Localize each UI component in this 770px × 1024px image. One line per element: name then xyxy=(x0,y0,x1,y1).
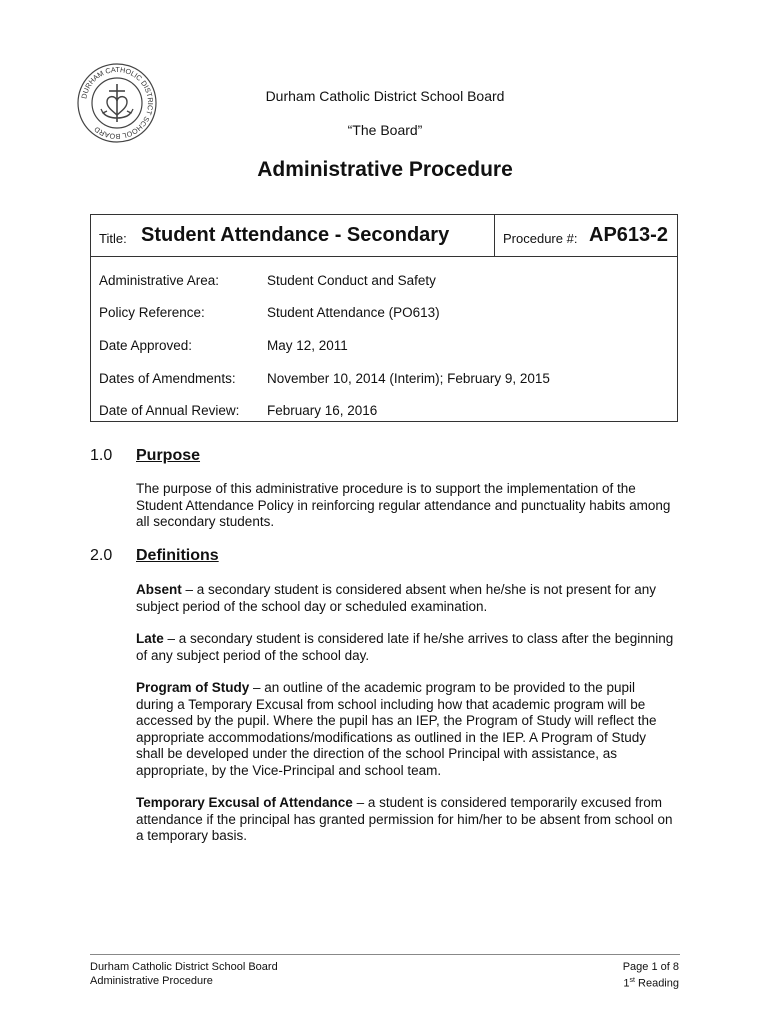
title-cell xyxy=(91,215,495,256)
definition-text: – a secondary student is considered late if he/she arrives to class after the beginning of any subject period of the school day. xyxy=(136,631,674,663)
administrative-area-value: Student Conduct and Safety xyxy=(267,273,436,288)
footer-doc-type: Administrative Procedure xyxy=(90,975,213,987)
organization-name: Durham Catholic District School Board xyxy=(265,88,505,104)
purpose-heading: Purpose xyxy=(136,447,201,464)
document-title: Administrative Procedure xyxy=(257,158,513,181)
definition-absent xyxy=(136,582,676,615)
definition-term: Late xyxy=(136,631,164,646)
organization-alias: “The Board” xyxy=(347,122,423,138)
definition-term: Temporary Excusal of Attendance xyxy=(136,795,353,810)
svg-text:DURHAM CATHOLIC DISTRICT SCHOO: DURHAM CATHOLIC DISTRICT SCHOOL BOARD xyxy=(79,64,156,142)
dates-of-amendments-label: Dates of Amendments: xyxy=(99,371,236,386)
definition-term: Absent xyxy=(136,582,182,597)
date-approved-label: Date Approved: xyxy=(99,338,193,353)
definitions-heading: Definitions xyxy=(136,547,219,564)
definition-text: – a student is considered temporarily excused from attendance if the principal has granted permission for him/her to be absent from school on a temporary basis. xyxy=(136,795,673,843)
administrative-area-label: Administrative Area: xyxy=(99,273,220,288)
dates-of-amendments-value: November 10, 2014 (Interim); February 9, 2015 xyxy=(267,371,550,386)
annual-review-value: February 16, 2016 xyxy=(267,403,378,418)
footer-left xyxy=(90,960,278,988)
page-number: Page 1 of 8 xyxy=(622,961,679,973)
policy-reference-label: Policy Reference: xyxy=(99,305,205,320)
reading-status: 1st Reading xyxy=(623,977,679,990)
footer-organization: Durham Catholic District School Board xyxy=(90,961,278,973)
footer-divider xyxy=(90,954,680,955)
definition-text: – an outline of the academic program to be provided to the pupil during a Temporary Excusal from school including how that academic program will be accessed by the pupil. Where the pupil has an IEP, the Program of Study will reflect the appropriate accommodations/modifications as outlined in the IEP. A Program of Study shall be developed under the direction of the school Principal with assistance, as appropriate, by the Vice-Principal and school team. xyxy=(136,680,657,778)
annual-review-label: Date of Annual Review: xyxy=(99,403,240,418)
title-label: Title: xyxy=(99,231,127,246)
definition-late xyxy=(136,631,676,664)
title-row xyxy=(91,215,677,257)
date-approved-value: May 12, 2011 xyxy=(267,338,348,353)
procedure-info-table xyxy=(90,214,678,422)
footer-right xyxy=(623,960,679,991)
definition-temporary-excusal xyxy=(136,795,676,845)
definitions-section-number: 2.0 xyxy=(90,547,113,564)
procedure-number-label: Procedure #: xyxy=(503,231,578,246)
definition-program-of-study xyxy=(136,680,676,779)
purpose-paragraph: The purpose of this administrative procedure is to support the implementation of the Student Attendance Policy in reinforcing regular attendance and punctuality habits among all secondary students. xyxy=(136,481,671,529)
policy-reference-value: Student Attendance (PO613) xyxy=(267,305,440,320)
purpose-section-number: 1.0 xyxy=(90,447,113,464)
definition-term: Program of Study xyxy=(136,680,250,695)
definition-text: – a secondary student is considered absent when he/she is not present for any subject period of the school day or scheduled examination. xyxy=(136,582,657,614)
title-value: Student Attendance - Secondary xyxy=(141,224,450,246)
procedure-number-value: AP613-2 xyxy=(589,224,668,246)
